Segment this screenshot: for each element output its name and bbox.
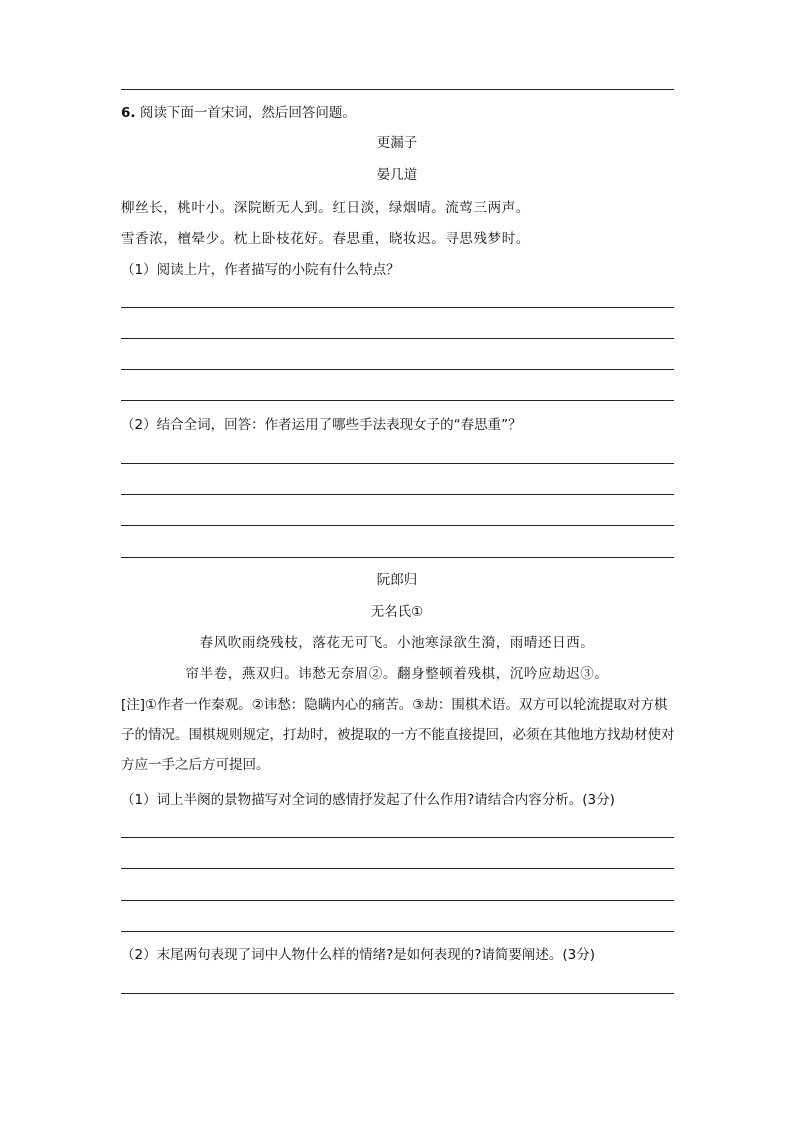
answer-line[interactable] bbox=[121, 931, 674, 932]
answer-line[interactable] bbox=[121, 400, 674, 401]
poem1-title: 更漏子 bbox=[376, 135, 418, 151]
poem2-author: 无名氏① bbox=[370, 604, 424, 620]
answer-line[interactable] bbox=[121, 993, 674, 994]
answer-line[interactable] bbox=[121, 463, 674, 464]
poem2-question-1: （1）词上半阕的景物描写对全词的感情抒发起了什么作用?请结合内容分析。(3分) bbox=[121, 792, 615, 808]
poem2-question-2: （2）末尾两句表现了词中人物什么样的情绪?是如何表现的?请简要阐述。(3分) bbox=[121, 947, 596, 963]
answer-line[interactable] bbox=[121, 868, 674, 869]
top-rule bbox=[121, 89, 674, 90]
poem2-note: [注]①作者一作秦观。②讳愁：隐瞒内心的痛苦。③劫：围棋术语。双方可以轮流提取对方棋子的情况。围棋规则规定，打劫时，被提取的一方不能直接提回，必须在其他地方找劫材使对方应一手之后方可提回。 bbox=[121, 697, 675, 773]
poem2-title: 阮郎归 bbox=[376, 572, 418, 588]
poem2-line-2: 帘半卷，燕双归。讳愁无奈眉②。翻身整顿着残棋，沉吟应劫迟③。 bbox=[185, 666, 609, 682]
answer-line[interactable] bbox=[121, 494, 674, 495]
poem1-question-2: （2）结合全词，回答：作者运用了哪些手法表现女子的“春思重”？ bbox=[121, 417, 522, 433]
answer-line[interactable] bbox=[121, 307, 674, 308]
answer-line[interactable] bbox=[121, 369, 674, 370]
answer-line[interactable] bbox=[121, 900, 674, 901]
answer-line[interactable] bbox=[121, 338, 674, 339]
poem2-line-1: 春风吹雨绕残枝，落花无可飞。小池寒渌欲生漪，雨晴还日西。 bbox=[199, 635, 595, 651]
answer-line[interactable] bbox=[121, 837, 674, 838]
poem1-author: 晏几道 bbox=[376, 167, 418, 183]
answer-line[interactable] bbox=[121, 525, 674, 526]
poem1-line-1: 柳丝长，桃叶小。深院断无人到。红日淡，绿烟晴。流莺三两声。 bbox=[121, 200, 530, 216]
question-heading bbox=[121, 104, 356, 122]
answer-line[interactable] bbox=[121, 557, 674, 558]
question-number: 6. bbox=[121, 105, 136, 121]
poem1-line-2: 雪香浓，檀晕少。枕上卧枝花好。春思重，晓妆迟。寻思残梦时。 bbox=[121, 231, 530, 247]
question-prompt: 阅读下面一首宋词，然后回答问题。 bbox=[139, 105, 356, 121]
poem1-question-1: （1）阅读上片，作者描写的小院有什么特点？ bbox=[121, 262, 400, 278]
